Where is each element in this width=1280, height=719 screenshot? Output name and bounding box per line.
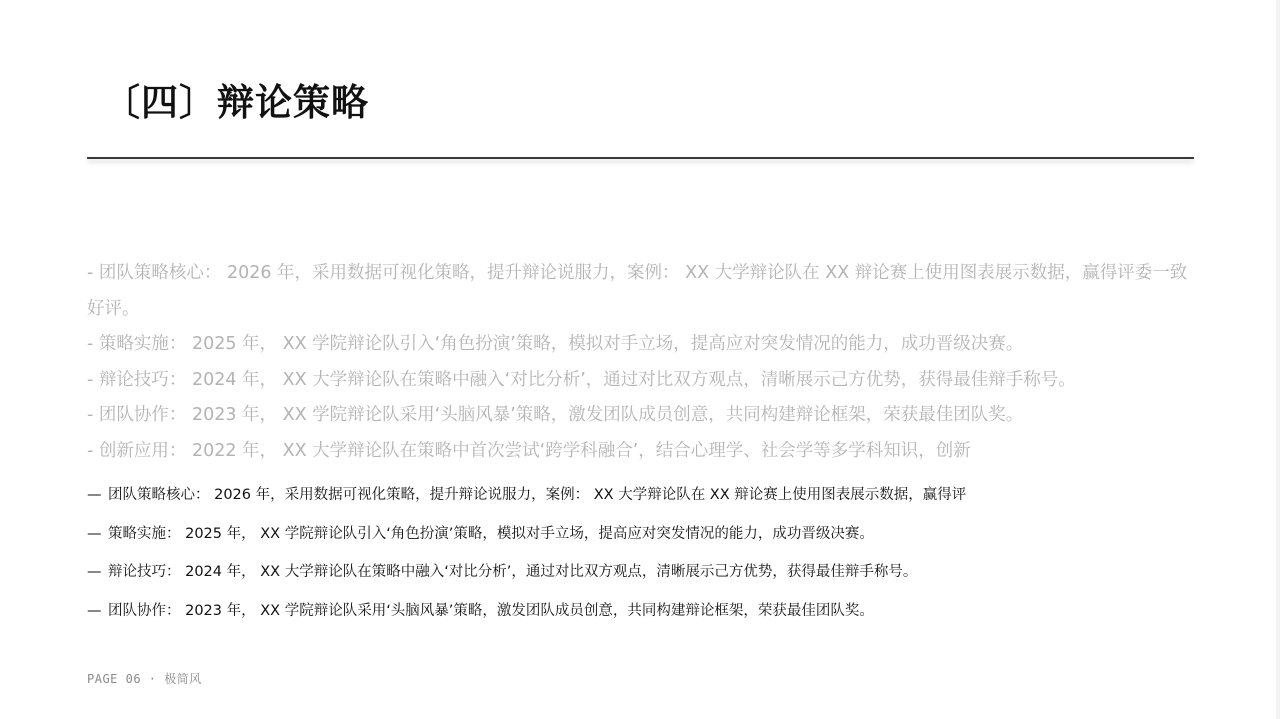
list-item-text: 辩论技巧： 2024 年， XX 大学辩论队在策略中融入‘对比分析’，通过对比双方观点，清晰展示己方优势，获得最佳辩手称号。 bbox=[108, 564, 918, 580]
faded-list-item: - 团队策略核心： 2026 年，采用数据可视化策略，提升辩论说服力，案例： XX 大学辩论队在 XX 辩论赛上使用图表展示数据，赢得评委一致好评。 bbox=[87, 263, 1188, 319]
dash-bullet: — bbox=[87, 525, 102, 542]
faded-list-item: - 策略实施： 2025 年， XX 学院辩论队引入‘角色扮演’策略，模拟对手立场，提高应对突发情况的能力，成功晋级决赛。 bbox=[87, 334, 1024, 355]
page-footer bbox=[87, 670, 202, 687]
dash-bullet: — bbox=[87, 602, 102, 619]
page-edge bbox=[1276, 0, 1280, 719]
faded-list-item: - 辩论技巧： 2024 年， XX 大学辩论队在策略中融入‘对比分析’，通过对比双方观点，清晰展示己方优势，获得最佳辩手称号。 bbox=[87, 369, 1076, 390]
list-item-text: 策略实施： 2025 年， XX 学院辩论队引入‘角色扮演’策略，模拟对手立场，提高应对突发情况的能力，成功晋级决赛。 bbox=[108, 525, 874, 542]
faded-list-item: - 团队协作： 2023 年， XX 学院辩论队采用‘头脑风暴’策略，激发团队成员创意，共同构建辩论框架，荣获最佳团队奖。 bbox=[87, 405, 1024, 426]
dash-bullet: — bbox=[87, 564, 102, 580]
list-item bbox=[87, 476, 1195, 515]
faded-list-item: - 创新应用： 2022 年， XX 大学辩论队在策略中首次尝试‘跨学科融合’，结合心理学、社会学等多学科知识，创新 bbox=[87, 440, 971, 461]
page-number: PAGE 06 · bbox=[87, 672, 157, 686]
faded-bullet-list bbox=[87, 256, 1195, 470]
title-divider bbox=[87, 157, 1194, 159]
dash-bullet: — bbox=[87, 487, 102, 503]
slide-title: 〔四〕辩论策略 bbox=[103, 81, 369, 124]
list-item bbox=[87, 592, 1195, 631]
style-tag: 极简风 bbox=[164, 672, 202, 686]
list-item bbox=[87, 515, 1195, 554]
list-item bbox=[87, 553, 1195, 592]
bullet-list bbox=[87, 476, 1195, 630]
list-item-text: 团队策略核心： 2026 年，采用数据可视化策略，提升辩论说服力，案例： XX 大学辩论队在 XX 辩论赛上使用图表展示数据，赢得评 bbox=[108, 487, 967, 503]
list-item-text: 团队协作： 2023 年， XX 学院辩论队采用‘头脑风暴’策略，激发团队成员创意，共同构建辩论框架，荣获最佳团队奖。 bbox=[108, 602, 874, 619]
